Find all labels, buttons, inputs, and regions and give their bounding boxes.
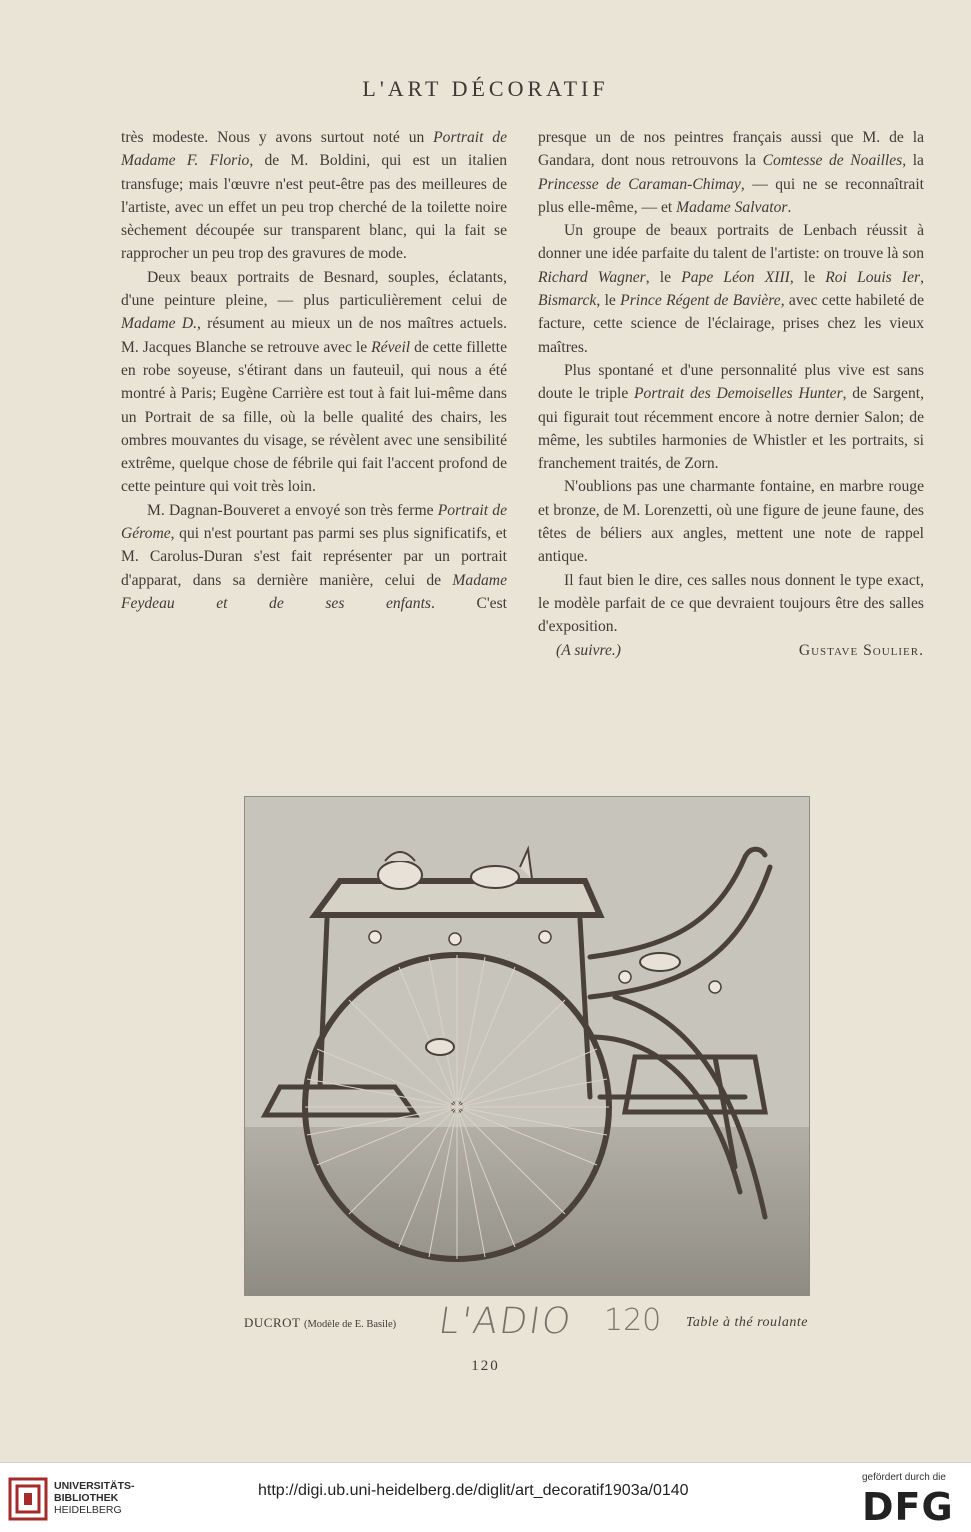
- caption-maker: [244, 1315, 396, 1331]
- italic-title: Portrait de Gérome: [121, 501, 507, 543]
- pencil-annotation: L'ADIO: [436, 1301, 576, 1342]
- left-text-column: [121, 126, 507, 615]
- right-column-body: [538, 126, 924, 639]
- text-run: presque un de nos peintres français aussi que M. de la Gandara, dont nous retrouvons la: [538, 129, 924, 170]
- text-run: , de Sargent, qui figurait tout récemment encore à notre dernier Salon; de même, les subtiles harmonies de Whistler et les portraits, si franchement traités, de Zorn.: [538, 385, 924, 473]
- funding-label: gefördert durch die: [862, 1472, 946, 1483]
- italic-title: Richard Wagner: [538, 268, 646, 286]
- paragraph: [538, 475, 924, 568]
- italic-title: Bismarck: [538, 292, 597, 310]
- italic-title: Prince Régent de Bavière: [620, 292, 781, 310]
- text-run: , résument au mieux un de nos maîtres actuels. M. Jacques Blanche se retrouve avec le: [121, 315, 507, 356]
- text-run: . C'est: [431, 594, 507, 612]
- permalink-url[interactable]: http://digi.ub.uni-heidelberg.de/diglit/art_decoratif1903a/0140: [258, 1482, 689, 1499]
- text-run: , avec cette habileté de facture, cette science de l'éclairage, prises chez les vieux maîtres.: [538, 292, 925, 356]
- text-run: , le: [645, 268, 682, 286]
- paragraph: [538, 219, 924, 359]
- caption-model-note: (Modèle de E. Basile): [303, 1319, 397, 1330]
- text-run: , de M. Boldini, qui est un italien transfuge; mais l'œuvre n'est peut-être pas des meilleures de l'artiste, avec un effet un peu trop cherché de la toilette noire sèchement découpée sur transparent blanc, qui la fait se rapprocher un peu trop des gravures de mode.: [121, 152, 508, 263]
- text-run: , qui n'est pourtant pas parmi ses plus significatifs, et M. Carolus-Duran s'est fait représenter par un portrait d'apparat, dans sa dernière manière, celui de: [121, 525, 507, 589]
- library-name-line-3: HEIDELBERG: [54, 1504, 122, 1516]
- viewer-footer: [0, 1462, 971, 1532]
- caption-title: Table à thé roulante: [685, 1315, 808, 1330]
- continued-note: (A suivre.): [556, 641, 621, 659]
- caption-maker-name: DUCROT: [244, 1315, 301, 1330]
- library-name-line-2: BIBLIOTHEK: [54, 1492, 119, 1504]
- text-run: , le: [789, 268, 826, 286]
- text-run: de cette fillette en robe soyeuse, s'étirant dans un fauteuil, qui nous a été montré à Paris; Eugène Carrière est tout à fait lui-même dans un Portrait de sa fille, où la belle qualité des chairs, les ombres mouvantes du visage, se révèlent avec une sensibilité extrême, quelque chose de fébrile qui fait l'accent profond de cette peinture qui voit très loin.: [121, 338, 507, 496]
- text-run: .: [787, 198, 792, 216]
- text-run: N'oublions pas une charmante fontaine, en marbre rouge et bronze, de M. Lorenzetti, où une figure de jeune faune, des têtes de béliers aux angles, mettent une note de rappel antique.: [538, 478, 924, 566]
- page-number: 120: [471, 1358, 500, 1374]
- pencil-page-annotation: 120: [604, 1303, 662, 1338]
- library-name-line-1: UNIVERSITÄTS-: [54, 1480, 135, 1492]
- italic-title: Portrait de Madame F. Florio: [121, 129, 507, 170]
- paragraph: [121, 266, 507, 499]
- running-head: L'ART DÉCORATIF: [362, 76, 609, 101]
- text-run: Plus spontané et d'une personnalité plus vive est sans doute le triple: [538, 361, 924, 403]
- italic-title: Pape Léon XIII: [681, 268, 790, 286]
- dfg-logo: DFG: [862, 1485, 954, 1529]
- library-logo-icon: [8, 1477, 48, 1521]
- article-signature: [538, 639, 924, 662]
- paragraph: [121, 126, 507, 266]
- text-run: , la: [902, 152, 924, 170]
- italic-title: Comtesse de Noailles: [762, 152, 903, 170]
- text-run: très modeste. Nous y avons surtout noté un: [121, 129, 434, 146]
- italic-title: Roi Louis Ier: [825, 268, 921, 286]
- italic-title: Princesse de Caraman-Chimay: [538, 175, 741, 193]
- right-text-column: [538, 126, 924, 662]
- tea-trolley-photo: [244, 796, 810, 1296]
- text-run: ,: [920, 268, 924, 286]
- text-run: Il faut bien le dire, ces salles nous donnent le type exact, le modèle parfait de ce que devraient toujours être des salles d'exposition.: [538, 571, 924, 636]
- author-name: Gustave Soulier.: [798, 641, 924, 659]
- italic-title: Madame Salvator: [676, 198, 788, 216]
- text-run: Un groupe de beaux portraits de Lenbach réussit à donner une idée parfaite du talent de l'artiste: on trouve là son: [538, 222, 924, 263]
- paragraph: [538, 359, 924, 475]
- library-name: [54, 1480, 135, 1516]
- text-run: , — qui ne se reconnaîtrait plus elle-même, — et: [538, 175, 924, 216]
- paragraph: [121, 499, 507, 615]
- paragraph: [538, 126, 924, 219]
- text-run: M. Dagnan-Bouveret a envoyé son très ferme: [147, 501, 438, 519]
- italic-title: Madame Feydeau et de ses enfants: [121, 571, 507, 612]
- figure-caption: [244, 1301, 808, 1342]
- text-run: Deux beaux portraits de Besnard, souples, éclatants, d'une peinture pleine, — plus particulièrement celui de: [121, 268, 507, 310]
- paragraph: [538, 569, 924, 639]
- tea-trolley-illustration: [245, 797, 809, 1295]
- italic-title: Portrait des Demoiselles Hunter: [634, 385, 843, 403]
- italic-title: Madame D.: [121, 315, 197, 333]
- text-run: , le: [596, 292, 621, 310]
- italic-title: Réveil: [371, 338, 411, 356]
